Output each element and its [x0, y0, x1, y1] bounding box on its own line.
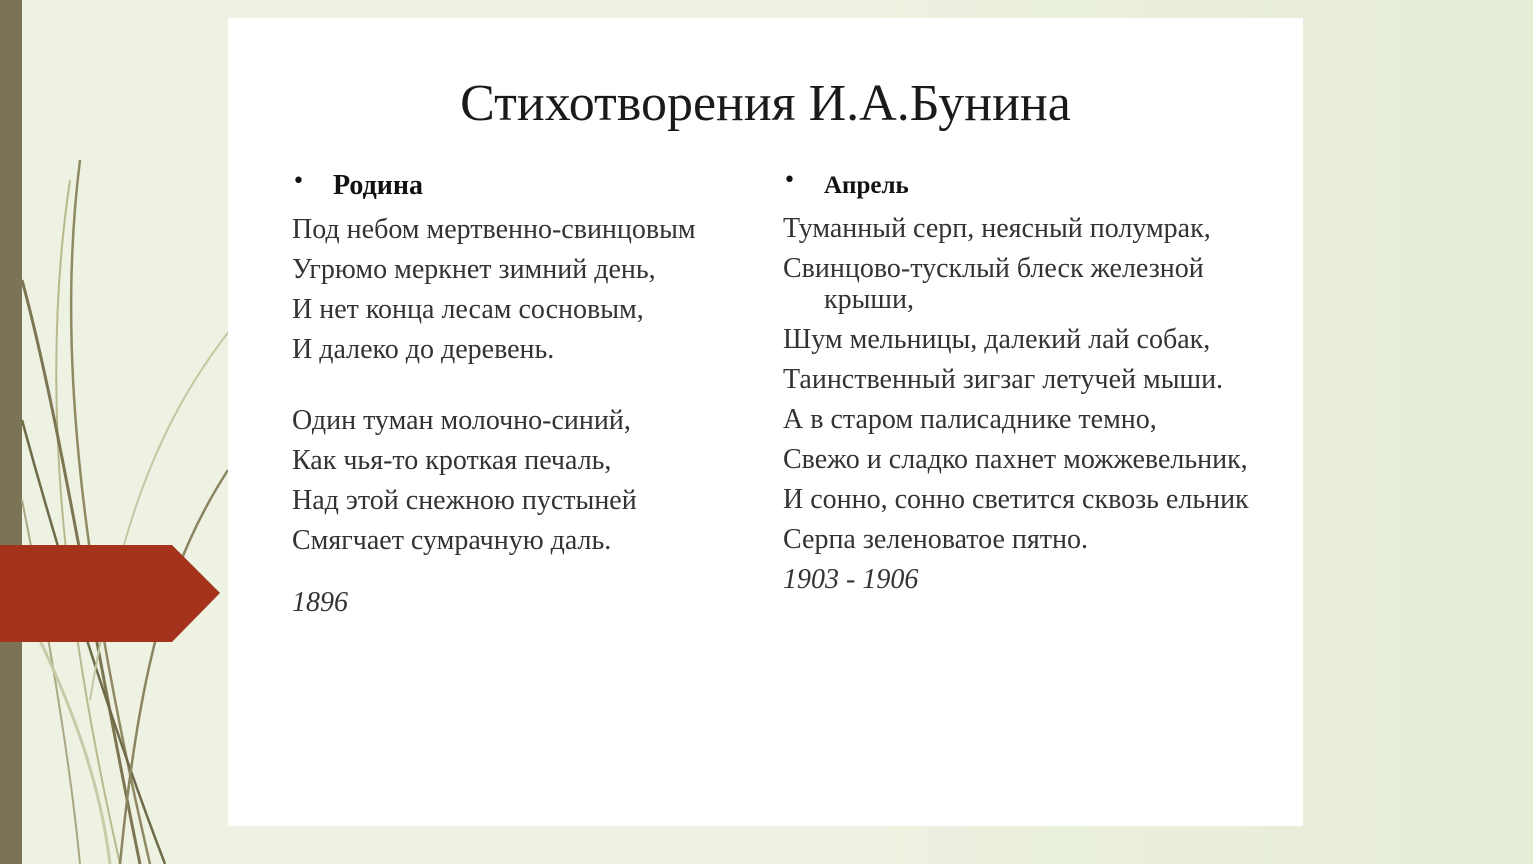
poem-title: Апрель: [824, 172, 909, 199]
stanza-break: [292, 374, 742, 405]
poem-line: Свинцово-тусклый блеск железной крыши,: [783, 253, 1204, 315]
slide-title: Стихотворения И.А.Бунина: [460, 75, 1071, 132]
poem-line: Шум мельницы, далекий лай собак,: [783, 324, 1211, 355]
poem-line: Под небом мертвенно-свинцовым: [292, 214, 696, 245]
poem-line: Свежо и сладко пахнет можжевельник,: [783, 444, 1248, 475]
poem-column-aprel: [783, 170, 1253, 595]
poem-line: Как чья-то кроткая печаль,: [292, 445, 612, 476]
arrow-tab-decoration: [0, 545, 220, 642]
poem-title: Родина: [333, 170, 424, 201]
slide-content: [228, 18, 1303, 826]
poem-line: Таинственный зигзаг летучей мыши.: [783, 364, 1224, 395]
grass-decoration: [0, 0, 240, 864]
poem-line: Один туман молочно-синий,: [292, 405, 631, 436]
poem-line: Угрюмо меркнет зимний день,: [292, 254, 656, 285]
poem-heading: [292, 170, 742, 203]
bullet-icon: •: [783, 168, 796, 193]
poem-line: Туманный серп, неясный полумрак,: [783, 213, 1211, 244]
poem-year: 1903 - 1906: [783, 564, 919, 595]
poem-line: Смягчает сумрачную даль.: [292, 525, 612, 556]
poem-line: И далеко до деревень.: [292, 334, 555, 365]
poem-heading: [783, 170, 1253, 202]
poem-line: И нет конца лесам сосновым,: [292, 294, 644, 325]
poem-column-rodina: [292, 170, 742, 618]
poem-line: Над этой снежною пустыней: [292, 485, 637, 516]
poem-year: 1896: [292, 587, 348, 618]
bullet-icon: •: [292, 169, 305, 194]
poem-line: Серпа зеленоватое пятно.: [783, 524, 1089, 555]
poem-line: И сонно, сонно светится сквозь ельник: [783, 484, 1249, 515]
poem-line: А в старом палисаднике темно,: [783, 404, 1157, 435]
